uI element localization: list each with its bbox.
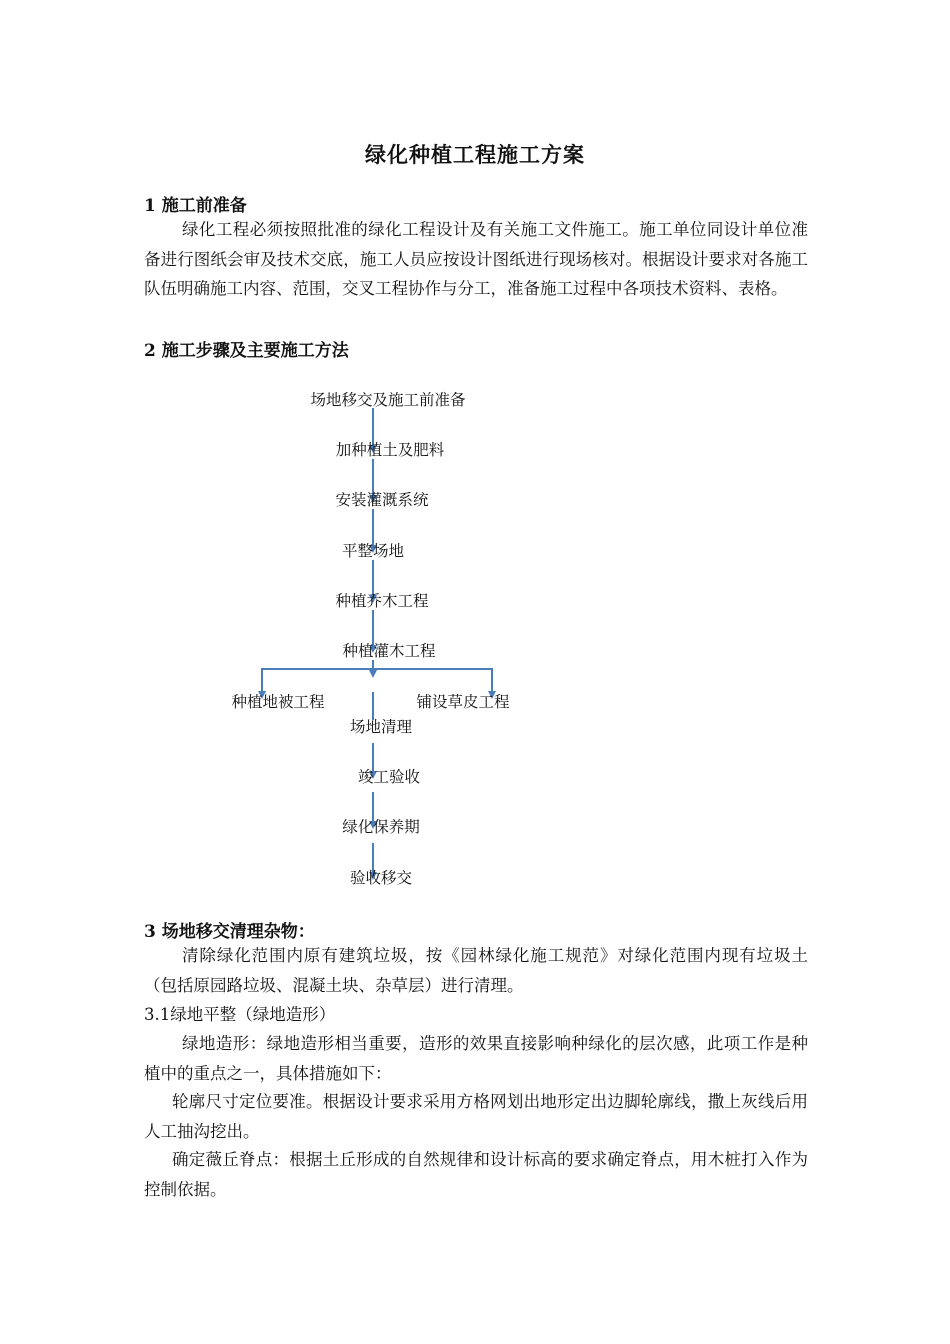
section-1-body: 绿化工程必须按照批准的绿化工程设计及有关施工文件施工。施工单位同设计单位准备进行图纸会审及技术交底，施工人员应按设计图纸进行现场核对。根据设计要求对各施工队伍明确施工内容、范围，交叉工程协作与分工，准备施工过程中各项技术资料、表格。 — [144, 220, 808, 298]
section-1-heading: 1 施工前准备 — [144, 196, 247, 216]
flow-step-trees: 种植乔木工程 — [335, 592, 429, 610]
section-3-1-para-2: 轮廓尺寸定位要准。根据设计要求采用方格网划出地形定出边脚轮廓线，撒上灰线后用人工抽沟挖出。 — [144, 1092, 808, 1141]
flow-step-handover: 场地移交及施工前准备 — [310, 391, 466, 409]
flow-step-leveling: 平整场地 — [341, 542, 405, 560]
flow-step-irrigation: 安装灌溉系统 — [335, 491, 429, 509]
flow-branch-turf: 铺设草皮工程 — [416, 693, 510, 711]
flow-branch-groundcover: 种植地被工程 — [231, 693, 325, 711]
section-3-1-para-3: 确定薇丘脊点：根据土丘形成的自然规律和设计标高的要求确定脊点，用木桩打入作为控制依据。 — [144, 1150, 808, 1199]
section-3-1-heading: 3.1绿地平整（绿地造形） — [144, 1005, 336, 1024]
document-title: 绿化种植工程施工方案 — [365, 142, 585, 167]
section-2-heading: 2 施工步骤及主要施工方法 — [144, 341, 349, 361]
flow-step-shrubs: 种植灌木工程 — [342, 642, 436, 660]
section-3-heading: 3 场地移交清理杂物： — [144, 922, 315, 942]
flow-step-acceptance: 竣工验收 — [357, 768, 421, 786]
flow-step-maintenance: 绿化保养期 — [342, 818, 420, 836]
flow-step-handover-final: 验收移交 — [349, 869, 413, 887]
flow-step-soil: 加种植土及肥料 — [335, 441, 445, 459]
flow-step-cleanup: 场地清理 — [349, 718, 413, 736]
section-3-body: 清除绿化范围内原有建筑垃圾，按《园林绿化施工规范》对绿化范围内现有垃圾土（包括原园路垃圾、混凝土块、杂草层）进行清理。 — [144, 946, 808, 995]
section-3-1-para-1: 绿地造形：绿地造形相当重要，造形的效果直接影响种绿化的层次感，此项工作是种植中的重点之一，具体措施如下： — [144, 1034, 808, 1083]
